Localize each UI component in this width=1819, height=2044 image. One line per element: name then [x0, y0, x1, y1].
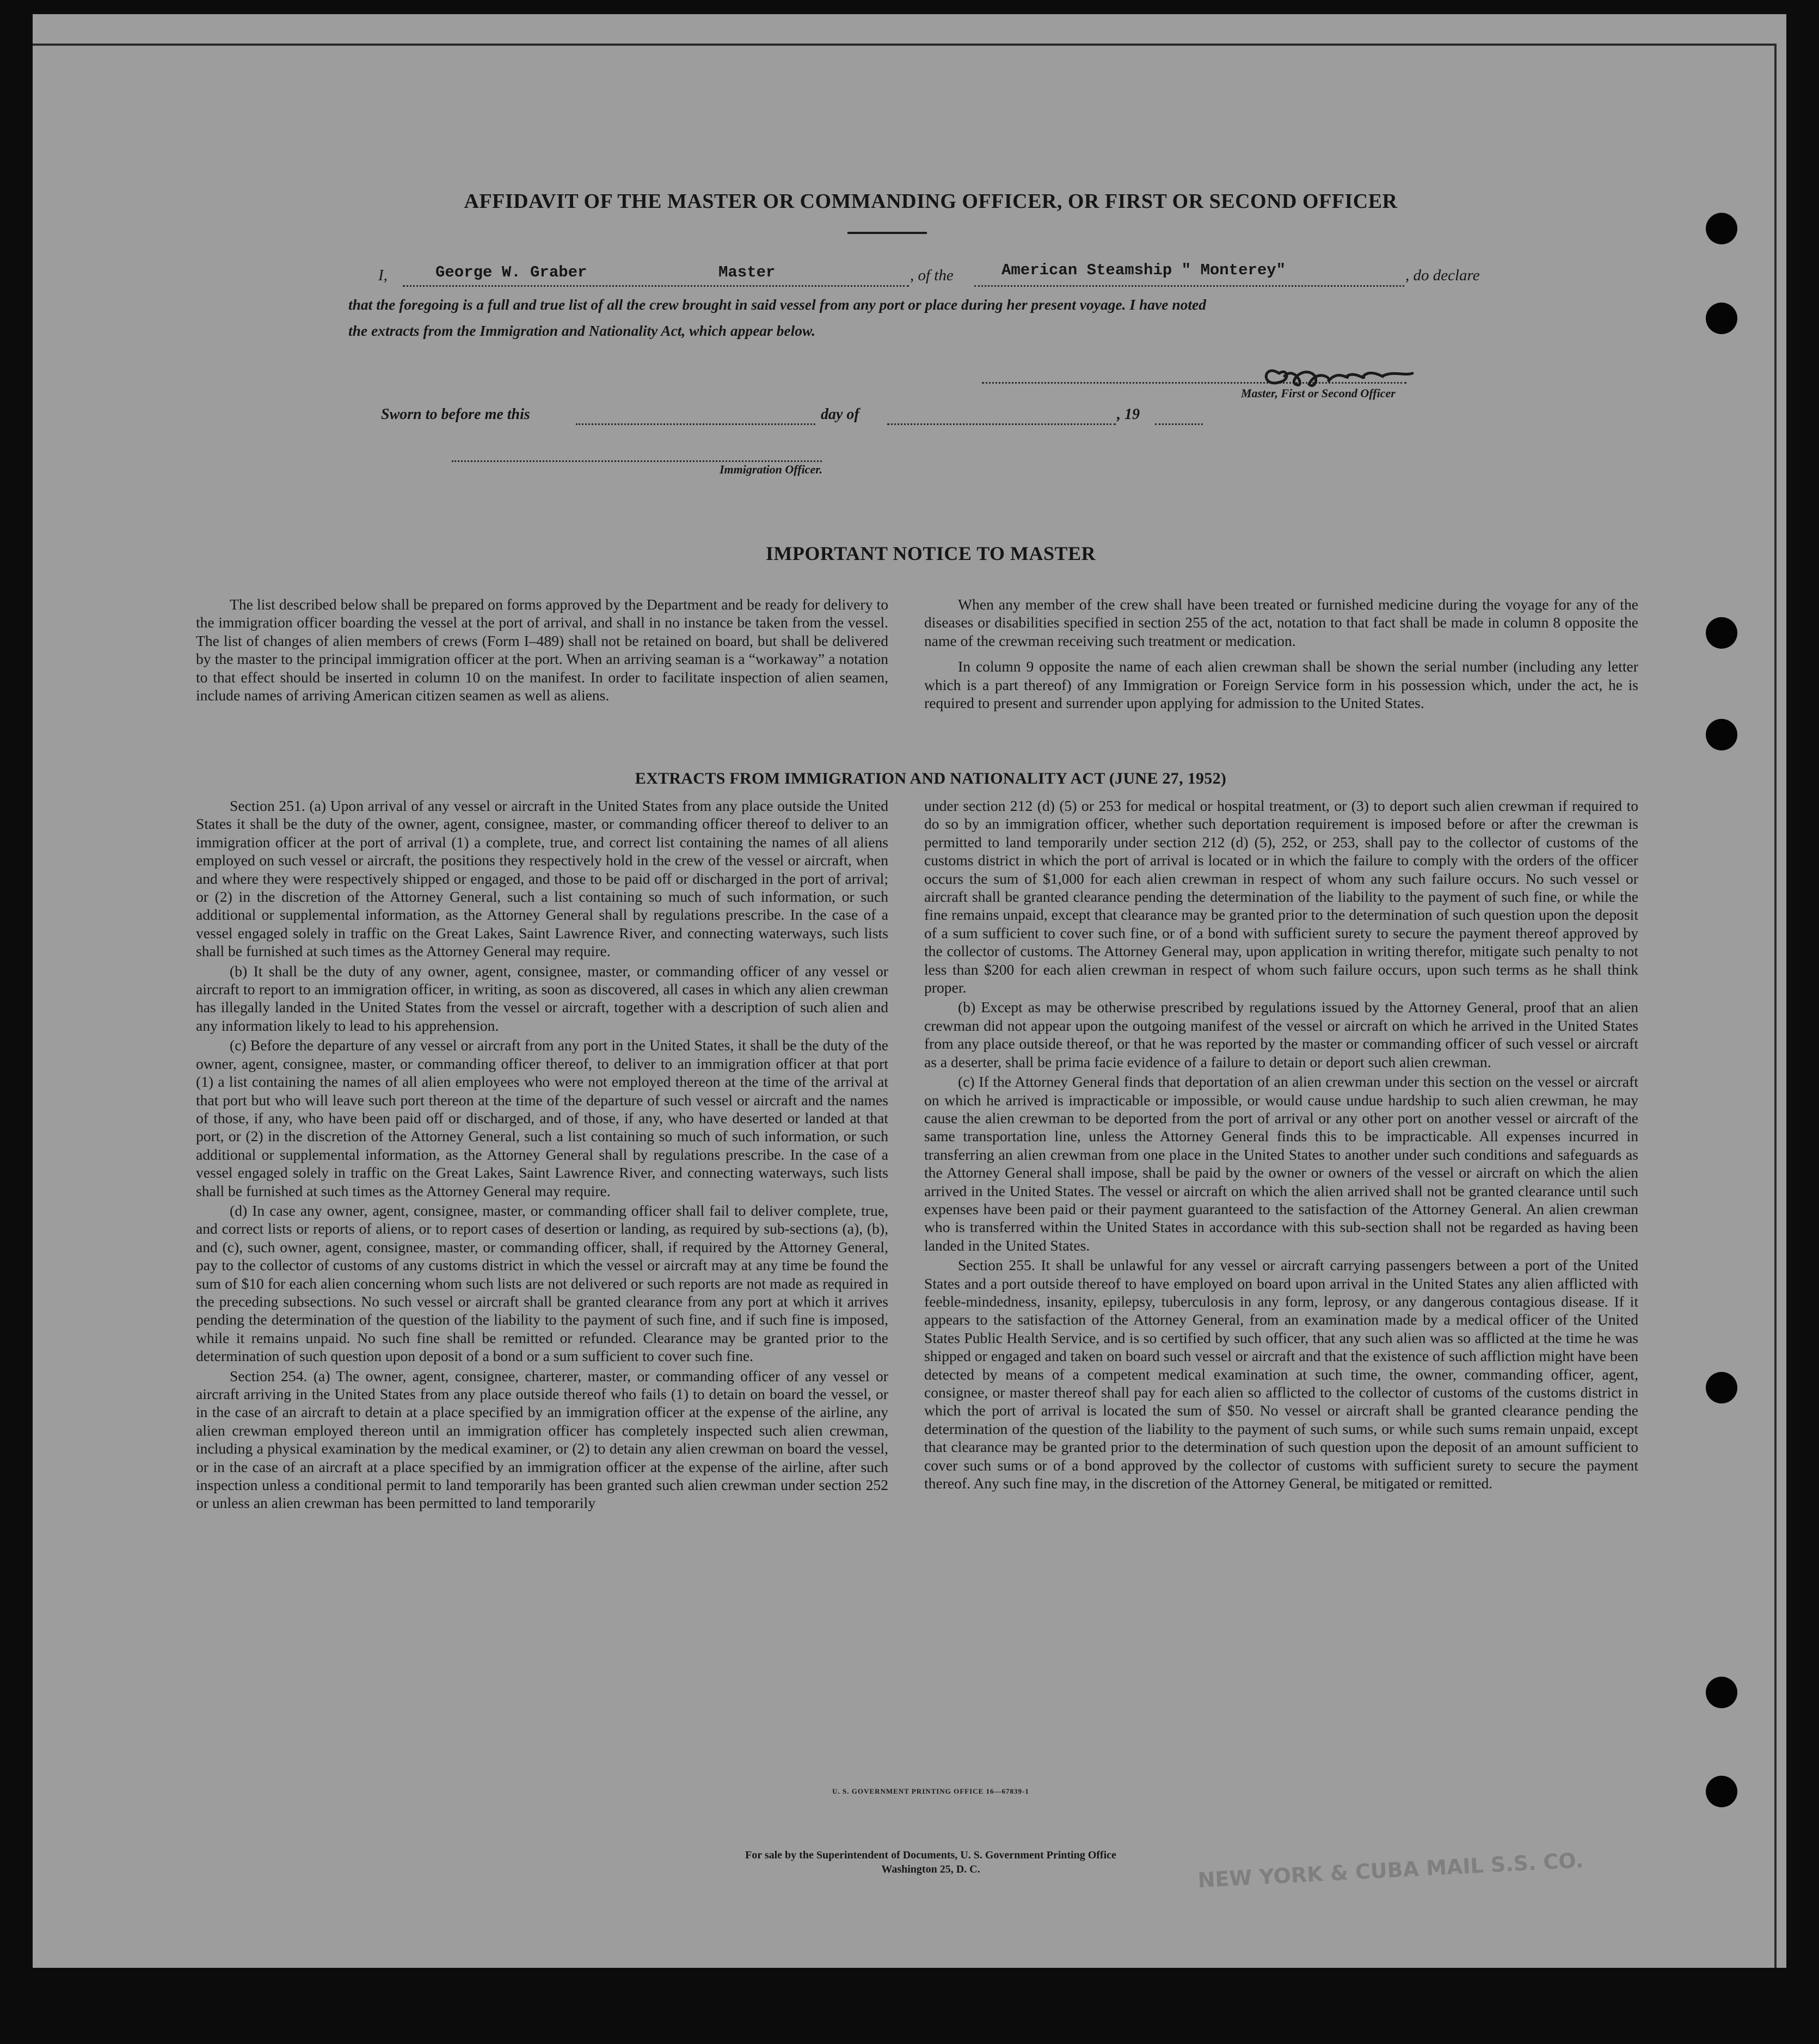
day-of-label: day of — [821, 406, 859, 423]
binder-hole — [1706, 213, 1737, 244]
declaration-line-2: the extracts from the Immigration and Nationality Act, which appear below. — [348, 322, 816, 339]
binder-hole — [1706, 1776, 1737, 1807]
page-edge-right — [1774, 44, 1777, 1968]
sworn-day-field — [576, 407, 815, 425]
affidavit-title: AFFIDAVIT OF THE MASTER OR COMMANDING OFFICER, OR FIRST OR SECOND OFFICER — [464, 190, 1398, 213]
officer-signature-line — [452, 450, 822, 462]
rank-value: Master — [718, 263, 776, 281]
section-254-a-continued: under section 212 (d) (5) or 253 for medical or hospital treatment, or (3) to deport such alien crewman if required to do so by an immigration officer, whether such deportation requirement is imposed before or after the crewman is permitted to land temporarily under section 212 (d) (5), 252, or 253, shall pay to the collector of customs of the customs district in which the port of arrival is located or in which the failure to comply with the orders of the officer occurs the sum of $1,000 for each alien crewman in respect of whom any such failure occurs. No such vessel or aircraft shall be granted clearance pending the determination of the liability to the payment of such fine, or while the fine remains unpaid, except that clearance may be granted prior to the determination of such question upon the deposit of a sum sufficient to cover such fine, or of a bond with sufficient surety to secure the payment thereof approved by the collector of customs. The Attorney General may, upon application in writing therefor, mitigate such penalty to not less than $200 for each alien crewman in respect of whom such failure occurs, upon such terms as he shall think proper. — [924, 797, 1638, 996]
officer-caption: Immigration Officer. — [720, 463, 823, 476]
sworn-month-field — [887, 407, 1116, 425]
binder-hole — [1706, 719, 1737, 750]
vessel-value: American Steamship " Monterey" — [1001, 261, 1286, 279]
section-251-a: Section 251. (a) Upon arrival of any vessel or aircraft in the United States from any place outside the United States it shall be the duty of the owner, agent, consignee, master, or commanding officer thereof to deliver to an immigration officer at the port of arrival (1) a complete, true, and correct list containing the names of all aliens employed on such vessel or aircraft, the positions they respectively hold in the crew of the vessel or aircraft, when and where they were respectively shipped or engaged, and those to be paid off or discharged in the port of arrival; or (2) in the discretion of the Attorney General, such a list containing so much of such information, or such additional or supplemental information, as the Attorney General shall by regulations prescribe. In the case of a vessel engaged solely in traffic on the Great Lakes, Saint Lawrence River, and connecting waterways, such lists shall be furnished at such times as the Attorney General may require. — [196, 797, 888, 960]
signature-caption: Master, First or Second Officer — [1241, 386, 1396, 400]
name-value: George W. Graber — [435, 263, 587, 281]
section-251-c: (c) Before the departure of any vessel or aircraft from any port in the United States, it shall be the duty of the owner, agent, consignee, master, or commanding officer thereof, to deliver to an immigration officer at that port (1) a list containing the names of all alien employees who were not employed thereon at the time of the arrival at that port but who will leave such port thereon at the time of the departure of such vessel or aircraft and the names of those, if any, who have been paid off or discharged, and of those, if any, who have deserted or landed at that port, or (2) in the discretion of the Attorney General, such a list containing so much of such information, or such additional or supplemental information, as the Attorney General shall by regulations prescribe. In the case of a vessel engaged solely in traffic on the Great Lakes, Saint Lawrence River, and connecting waterways, such lists shall be furnished at such times as the Attorney General may require. — [196, 1037, 888, 1199]
section-254-a: Section 254. (a) The owner, agent, consignee, charterer, master, or commanding officer of any vessel or aircraft arriving in the United States from any place outside thereof who fails (1) to detain on board the vessel, or in the case of an aircraft to detain at a place specified by an immigration officer at the expense of the airline, any alien crewman employed thereon until an immigration officer has completely inspected such alien crewman, including a physical examination by the medical examiner, or (2) to detain any alien crewman on board the vessel, or in the case of an aircraft at a place specified by an immigration officer at the expense of the airline, after such inspection unless a conditional permit to land temporarily has been granted such alien crewman under section 252 or unless an alien crewman has been permitted to land temporarily — [196, 1367, 888, 1512]
notice-title: IMPORTANT NOTICE TO MASTER — [765, 543, 1096, 564]
notice-left-column — [196, 595, 888, 706]
name-rank-field — [403, 263, 909, 287]
section-251-b: (b) It shall be the duty of any owner, agent, consignee, master, or commanding officer of any vessel or aircraft to report to an immigration officer, in writing, as soon as discovered, all cases in which any alien crewman has illegally landed in the United States from the vessel or aircraft, together with a description of such alien and any information likely to lead to his apprehension. — [196, 962, 888, 1034]
notice-left-paragraph: The list described below shall be prepared on forms approved by the Department and be ready for delivery to the immigration officer boarding the vessel at the port of arrival, and shall in no instance be taken from the vessel. The list of changes of alien members of crews (Form I–489) shall not be retained on board, but shall be delivered by the master to the principal immigration officer at the port. When an arriving seaman is a “workaway” a notation to that effect should be inserted in column 10 on the manifest. In order to facilitate inspection of alien seamen, include names of arriving American citizen seamen as well as aliens. — [196, 596, 888, 704]
extracts-left-column — [196, 797, 888, 1514]
declaration-line-1: that the foregoing is a full and true list of all the crew brought in said vessel from any port or place during her present voyage. I have noted — [348, 296, 1206, 313]
title-divider — [847, 232, 927, 234]
extracts-title: EXTRACTS FROM IMMIGRATION AND NATIONALITY ACT (JUNE 27, 1952) — [635, 769, 1227, 787]
binder-hole — [1706, 1372, 1737, 1403]
binder-hole — [1706, 1677, 1737, 1708]
vessel-field — [974, 261, 1404, 287]
extracts-right-column — [924, 797, 1638, 1494]
section-255: Section 255. It shall be unlawful for any vessel or aircraft carrying passengers between a port of the United States and a port outside thereof to have employed on board upon arrival in the United States any alien afflicted with feeble-mindedness, insanity, epilepsy, tuberculosis in any form, leprosy, or any dangerous contagious disease. If it appears to the satisfaction of the Attorney General, from an examination made by a medical officer of the United States Public Health Service, and is so certified by such officer, that any such alien was so afflicted at the time he was shipped or engaged and taken on board such vessel or aircraft and that the existence of such affliction might have been detected by means of a competent medical examination at such time, the owner, commanding officer, agent, consignee, or master thereof shall pay for each alien so afflicted to the collector of customs of the customs district in which the port of arrival is located the sum of $50. No vessel or aircraft shall be granted clearance pending the determination of the question of the liability to the payment of such sums, or while such sums remain unpaid, except that clearance may be granted prior to the determination of such question upon the deposit of an amount sufficient to cover such sums or of a bond approved by the collector of customs with sufficient surety to secure the payment thereof. Any such fine may, in the discretion of the Attorney General, be mitigated or remitted. — [924, 1257, 1638, 1492]
printer-line: U. S. GOVERNMENT PRINTING OFFICE 16—67839-1 — [832, 1787, 1029, 1795]
bleed-through-stamp: NEW YORK & CUBA MAIL S.S. CO. — [1197, 1848, 1584, 1893]
sworn-year-field — [1155, 407, 1203, 425]
notice-right-column — [924, 595, 1638, 713]
notice-right-paragraph-2: In column 9 opposite the name of each alien crewman shall be shown the serial number (including any letter which is a part thereof) of any Immigration or Foreign Service form in his possession which, under the act, he is required to present and surrender upon applying for admission to the United States. — [924, 658, 1638, 712]
sale-line-2: Washington 25, D. C. — [881, 1863, 980, 1875]
section-254-b: (b) Except as may be otherwise prescribed by regulations issued by the Attorney General, proof that an alien crewman did not appear upon the outgoing manifest of the vessel or aircraft on which he arrived in the United States from any place outside thereof, or that he was reported by the master or commanding officer of such vessel or aircraft as a deserter, shall be prima facie evidence of a failure to detain or deport such alien crewman. — [924, 999, 1638, 1070]
section-251-d: (d) In case any owner, agent, consignee, master, or commanding officer shall fail to deliver complete, true, and correct lists or reports of aliens, or to report cases of desertion or landing, as required by sub-sections (a), (b), and (c), such owner, agent, consignee, master, or commanding officer, shall, if required by the Attorney General, pay to the collector of customs of any customs district in which the vessel or aircraft may at any time be found the sum of $10 for each alien concerning whom such lists are not delivered or such reports are not made as required in the preceding subsections. No such vessel or aircraft shall be granted clearance from any port at which it arrives pending the determination of the question of the liability to the payment of such fine, and if such fine is imposed, while it remains unpaid. No such fine shall be remitted or refunded. Clearance may be granted prior to the determination of such question upon deposit of a bond or a sum sufficient to cover such fine. — [196, 1202, 888, 1365]
document-page — [33, 14, 1786, 1968]
section-254-c: (c) If the Attorney General finds that deportation of an alien crewman under this section on the vessel or aircraft on which he arrived is impracticable or impossible, or would cause undue hardship to such alien crewman, he may cause the alien crewman to be deported from the port of arrival or any other port on another vessel or aircraft of the same transportation line, unless the Attorney General finds this to be impracticable. All expenses incurred in transferring an alien crewman from one place in the United States to another under such conditions and safeguards as the Attorney General shall impose, shall be paid by the owner or owners of the vessel or aircraft on which the alien arrived in the United States. The vessel or aircraft on which the alien arrived shall not be granted clearance until such expenses have been paid or their payment guaranteed to the satisfaction of the Attorney General. An alien crewman who is transferred within the United States in accordance with this sub-section shall not be regarded as having been landed in the United States. — [924, 1073, 1638, 1254]
sworn-label: Sworn to before me this — [381, 406, 530, 423]
sale-line-1: For sale by the Superintendent of Documents, U. S. Government Printing Office — [745, 1849, 1116, 1861]
year-label: , 19 — [1117, 406, 1140, 423]
page-edge-top — [33, 44, 1774, 46]
notice-right-paragraph-1: When any member of the crew shall have been treated or furnished medicine during the voyage for any of the diseases or disabilities specified in section 255 of the act, notation to that fact shall be made in column 8 opposite the name of the crewman receiving such treatment or medication. — [924, 596, 1638, 649]
of-the-label: , of the — [910, 267, 954, 284]
do-declare-label: , do declare — [1405, 267, 1480, 284]
i-label: I, — [378, 267, 388, 284]
binder-hole — [1706, 303, 1737, 334]
binder-hole — [1706, 617, 1737, 649]
